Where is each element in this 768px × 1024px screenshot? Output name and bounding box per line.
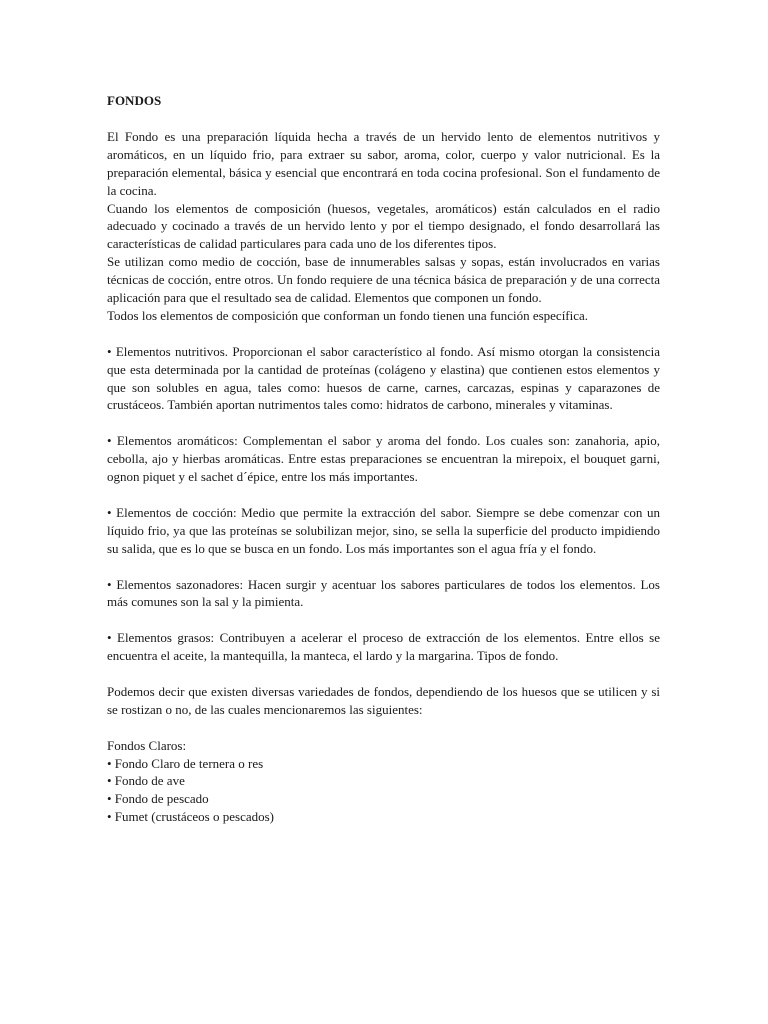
varieties-paragraph: Podemos decir que existen diversas variedades de fondos, dependiendo de los huesos que se utilicen y si se rostizan o no, de las cuales mencionaremos las siguientes: [107,683,660,717]
list-item: • Fondo Claro de ternera o res [107,755,264,771]
intro-paragraph: El Fondo es una preparación líquida hecha a través de un hervido lento de elementos nutritivos y aromáticos, en un líquido frio, para extraer su sabor, aroma, color, cuerpo y valor nutricional. Es la preparación elemental, básica y esencial que encontrará en toda cocina profesional. Son el fundamento de la cocina. [107,128,660,198]
fondos-claros-list [107,755,660,827]
element-aromaticos: • Elementos aromáticos: Complementan el sabor y aroma del fondo. Los cuales son: zanahoria, apio, cebolla, ajo y hierbas aromáticas. Entre estas preparaciones se encuentran la mirepoix, el bouquet garni, ognon piquet y el sachet d´épice, entre los más importantes. [107,433,660,485]
element-grasos: • Elementos grasos: Contribuyen a acelerar el proceso de extracción de los elementos. Entre ellos se encuentra el aceite, la mantequilla, la manteca, el lardo y la margarina. Tipos de fondo. [107,630,660,664]
element-sazonadores: • Elementos sazonadores: Hacen surgir y acentuar los sabores particulares de todos los elementos. Los más comunes son la sal y la pimienta. [107,576,660,610]
fondos-claros-heading: Fondos Claros: [107,737,187,753]
list-item: • Fondo de ave [107,773,185,789]
intro-paragraph: Todos los elementos de composición que conforman un fondo tienen una función específica. [107,307,589,323]
intro-paragraph: Se utilizan como medio de cocción, base de innumerables salsas y sopas, están involucrados en varias técnicas de cocción, entre otros. Un fondo requiere de una técnica básica de preparación y de una correcta aplicación para que el resultado sea de calidad. Elementos que componen un fondo. [107,254,660,306]
list-item: • Fumet (crustáceos o pescados) [107,809,275,825]
element-nutritivos: • Elementos nutritivos. Proporcionan el sabor característico al fondo. Así mismo otorgan la consistencia que esta determinada por la cantidad de proteínas (colágeno y elastina) que contienen estos elementos y que son solubles en agua, tales como: huesos de carne, carnes, carcazas, espinas y caparazones de crustáceos. También aportan nutrimentos tales como: hidratos de carbono, minerales y vitaminas. [107,343,660,413]
intro-paragraph: Cuando los elementos de composición (huesos, vegetales, aromáticos) están calculados en el radio adecuado y cocinado a través de un hervido lento y por el tiempo designado, el fondo desarrollará las características de calidad particulares para cada uno de los diferentes tipos. [107,200,660,252]
element-coccion: • Elementos de cocción: Medio que permite la extracción del sabor. Siempre se debe comenzar con un líquido frio, ya que las proteínas se solubilizan mejor, sino, se sella la superficie del producto impidiendo su salida, que es lo que se busca en un fondo. Los más importantes son el agua fría y el fondo. [107,504,660,556]
document-title: FONDOS [107,93,162,108]
list-item: • Fondo de pescado [107,791,209,807]
document-page [107,92,660,826]
